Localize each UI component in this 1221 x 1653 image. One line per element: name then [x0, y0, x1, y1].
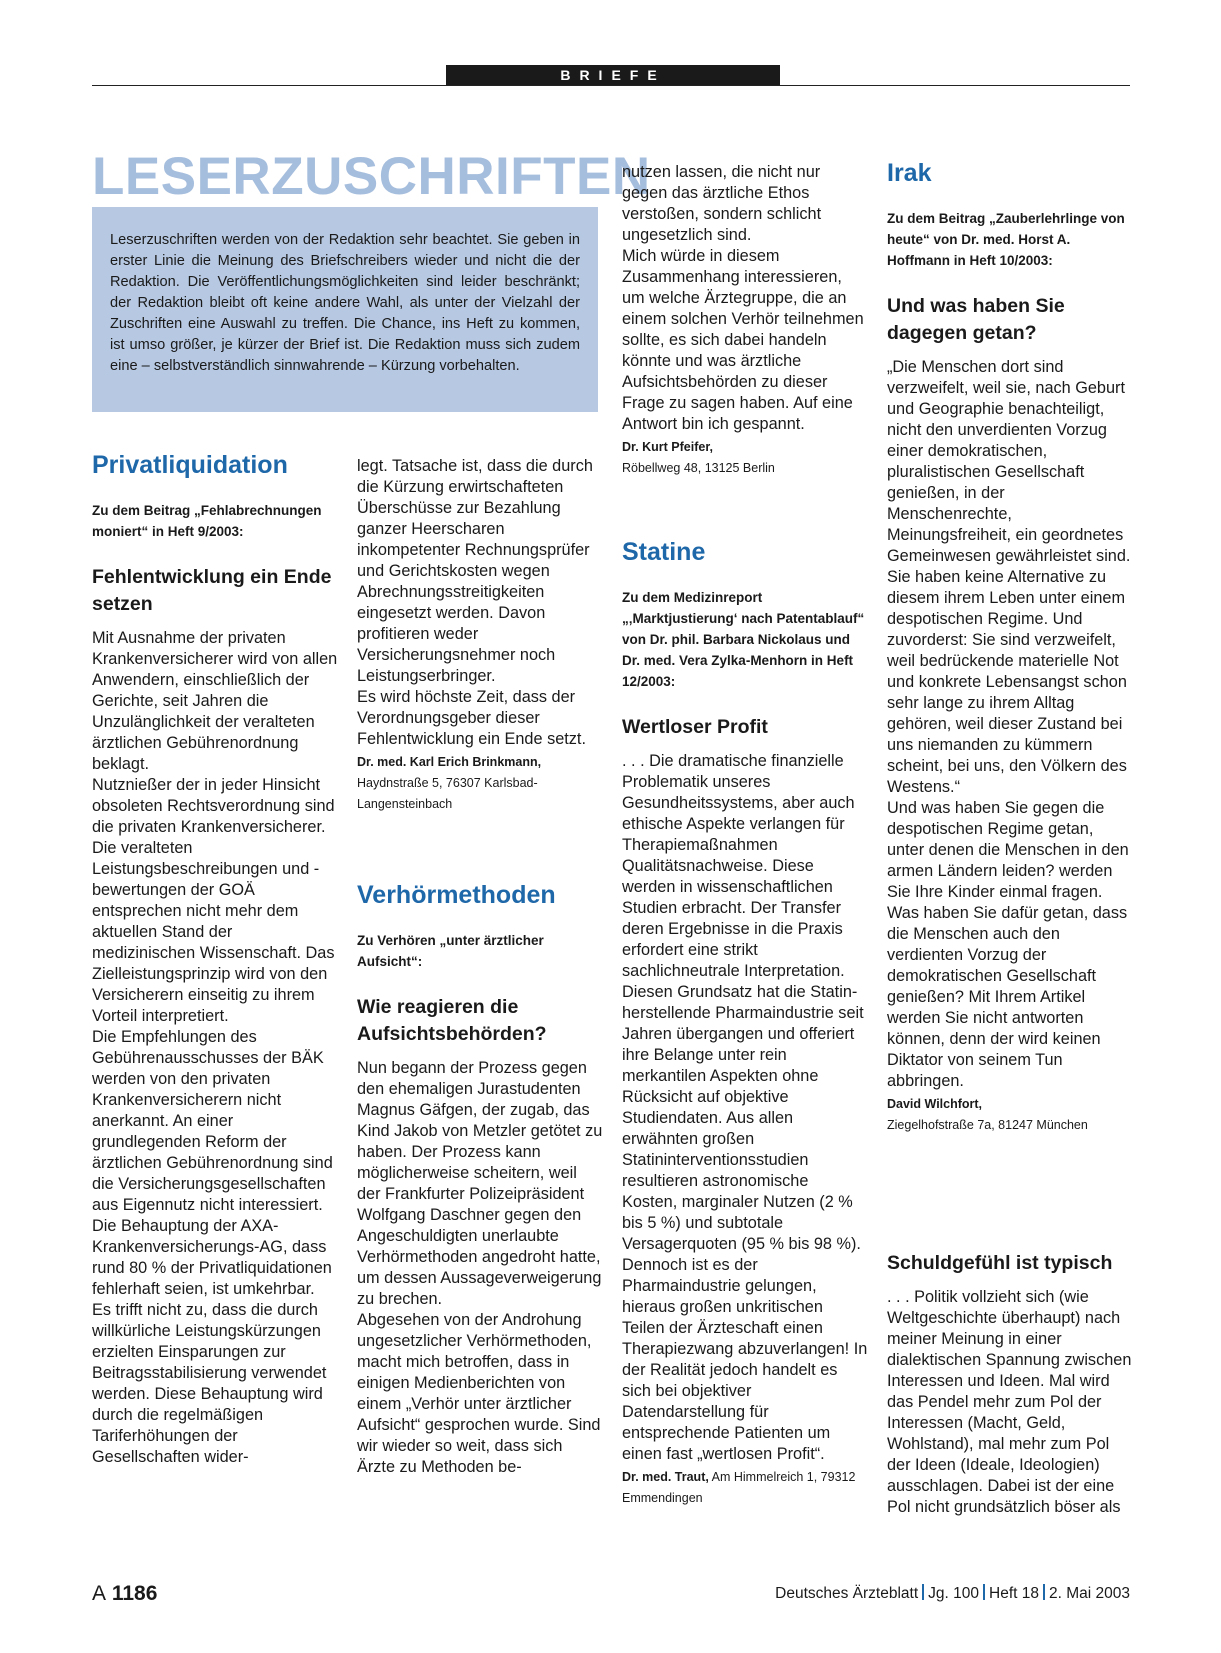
author-address: Röbellweg 48, 13125 Berlin — [622, 461, 775, 475]
page-prefix: A — [92, 1582, 107, 1605]
letter-signature — [887, 1094, 1133, 1136]
journal-date: 2. Mai 2003 — [1049, 1585, 1130, 1602]
letter-headline: Wertloser Profit — [622, 716, 768, 738]
journal-issue: Heft 18 — [989, 1585, 1039, 1602]
paragraph: Nun begann der Prozess gegen den ehemaligen Jurastudenten Magnus Gäfgen, der zugab, das Kind Jakob von Metzler getötet zu haben. Der Prozess kann möglicherweise scheitern, weil der Frankfurter Polizeipräsident Wolfgang Daschner gegen den Angeschuldigten unerlaubte Verhörmethoden angedroht hatte, um dessen Aussageverweigerung zu brechen. — [357, 1059, 603, 1308]
author-name: Dr. med. Traut, — [622, 1470, 709, 1484]
page-number — [92, 1582, 157, 1606]
section-heading: Irak — [887, 159, 932, 187]
footer-divider — [983, 1584, 985, 1600]
letter-headline: Schuldgefühl ist typisch — [887, 1252, 1113, 1274]
letter-body — [357, 456, 603, 750]
letter-irak — [887, 158, 1133, 1136]
paragraph: Mit Ausnahme der privaten Krankenversicherer wird von allen Anwendern, einschließlich der Gerichte, seit Jahren die Unzulänglichkeit der veralteten ärztlichen Gebührenordnung beklagt. — [92, 629, 338, 773]
header-rule — [92, 85, 1130, 86]
paragraph: legt. Tatsache ist, dass die durch die Kürzung erwirtschafteten Überschüsse zur Bezahlung ganzer Heerscharen inkompetenter Rechnungsprüfer und Gerichtskosten wegen Abrechnungsstreitigkeiten eingesetzt werden. Davon profitieren weder Versicherungsnehmer noch Leistungserbringer. — [357, 457, 593, 685]
section-heading: Privatliquidation — [92, 451, 288, 479]
letter-body — [622, 751, 868, 1465]
letter-reference: Zu dem Medizinreport „‚Marktjustierung‘ nach Patentablauf“ von Dr. phil. Barbara Nickolaus und Dr. med. Vera Zylka-Menhorn in Heft 12/2003: — [622, 590, 865, 689]
letter-body — [887, 1287, 1133, 1518]
letter-reference: Zu Verhören „unter ärztlicher Aufsicht“: — [357, 933, 544, 969]
author-address: Haydnstraße 5, 76307 Karlsbad-Langensteinbach — [357, 776, 538, 811]
paragraph: Abgesehen von der Androhung ungesetzlicher Verhörmethoden, macht mich betroffen, dass in einigen Medienberichten von einem „Verhör unter ärztlicher Aufsicht“ gesprochen wurde. Sind wir wieder so weit, dass sich Ärzte zu Methoden be- — [357, 1311, 601, 1476]
paragraph: . . . Die dramatische finanzielle Problematik unseres Gesundheitssystems, aber auch ethische Aspekte verlangen für Therapiemaßnahmen Qualitätsnachweise. Diese werden in wissenschaftlichen Studien erbracht. Der Transfer deren Ergebnisse in die Praxis erfordert eine strikt sachlichneutrale Interpretation. Diesen Grundsatz hat die Statin-herstellende Pharmaindustrie seit Jahren übergangen und offeriert ihre Belange unter rein merkantilen Aspekten ohne Rücksicht auf objektive Studiendaten. Aus allen erwähnten großen Statininterventionsstudien resultieren astronomische Kosten, marginaler Nutzen (2 % bis 5 %) und subtotale Versagerquoten (95 % bis 98 %). Dennoch ist es der Pharmaindustrie gelungen, hieraus großen unkritischen Teilen der Ärzteschaft einen Therapiezwang abzuverlangen! In der Realität jedoch handelt es sich bei objektiver Datendarstellung für entsprechende Patienten um einen fast „wertlosen Profit“. — [622, 752, 868, 1463]
letter-body — [357, 1058, 603, 1478]
letter-irak-second — [887, 1250, 1133, 1518]
page-number-value: 1186 — [111, 1582, 158, 1605]
letter-body — [622, 162, 868, 435]
letter-privatliquidation-continued — [357, 456, 603, 815]
section-heading: Verhörmethoden — [357, 881, 556, 909]
letter-signature — [357, 752, 603, 815]
paragraph: Die Empfehlungen des Gebührenausschusses der BÄK werden von den privaten Krankenversicherern nicht anerkannt. An einer grundlegenden Reform der ärztlichen Gebührenordnung sind die Versicherungsgesellschaften aus Eigennutz nicht interessiert. — [92, 1028, 333, 1214]
letter-verhoermethoden-continued — [622, 162, 868, 479]
author-name: Dr. Kurt Pfeifer, — [622, 440, 713, 454]
letter-body — [92, 628, 338, 1468]
letter-headline: Fehlentwicklung ein Ende setzen — [92, 566, 332, 615]
paragraph: Es wird höchste Zeit, dass der Verordnungsgeber dieser Fehlentwicklung ein Ende setzt. — [357, 688, 586, 748]
letter-body — [887, 357, 1133, 1092]
letter-verhoermethoden — [357, 880, 603, 1478]
letter-reference: Zu dem Beitrag „Fehlabrechnungen moniert“ in Heft 9/2003: — [92, 503, 322, 539]
paragraph: Nutznießer der in jeder Hinsicht obsoleten Rechtsverordnung sind die privaten Krankenversicherer. Die veralteten Leistungsbeschreibungen und -bewertungen der GOÄ entsprechen nicht mehr dem aktuellen Stand der medizinischen Wissenschaft. Das Zielleistungsprinzip wird von den Versicherern einseitig zu ihrem Vorteil interpretiert. — [92, 776, 335, 1025]
paragraph: . . . Politik vollzieht sich (wie Weltgeschichte überhaupt) nach meiner Meinung in einer dialektischen Spannung zwischen Interessen und Ideen. Mal wird das Pendel mehr zum Pol der Interessen (Macht, Geld, Wohlstand), mal mehr zum Pol der Ideen (Ideale, Ideologien) ausschlagen. Dabei ist der eine Pol nicht grundsätzlich böser als — [887, 1288, 1132, 1516]
letter-headline: Wie reagieren die Aufsichtsbehörden? — [357, 996, 547, 1045]
author-name: Dr. med. Karl Erich Brinkmann, — [357, 755, 542, 769]
section-heading: Statine — [622, 538, 706, 566]
footer-divider — [922, 1584, 924, 1600]
paragraph: nutzen lassen, die nicht nur gegen das ärztliche Ethos verstoßen, sondern schlicht ungesetzlich sind. — [622, 163, 822, 244]
journal-volume: Jg. 100 — [928, 1585, 980, 1602]
author-name: David Wilchfort, — [887, 1097, 983, 1111]
paragraph: Und was haben Sie gegen die despotischen Regime getan, unter denen die Menschen in den armen Ländern leiden? werden Sie Ihre Kinder einmal fragen. Was haben Sie dafür getan, dass die Menschen auch den verdienten Vorzug der demokratischen Gesellschaft genießen? Mit Ihrem Artikel werden Sie nicht antworten können, denn der wird keinen Diktator von seinem Tun abbringen. — [887, 799, 1129, 1090]
section-tab: BRIEFE — [446, 65, 780, 85]
author-address: Ziegelhofstraße 7a, 81247 München — [887, 1118, 1088, 1132]
paragraph: Mich würde in diesem Zusammenhang interessieren, um welche Ärztegruppe, die an einem solchen Verhör teilnehmen sollte, es sich dabei handeln könnte und was ärztliche Aufsichtsbehörden zu dieser Frage zu sagen haben. Auf eine Antwort bin ich gespannt. — [622, 247, 864, 433]
letter-signature — [622, 437, 868, 479]
author-address: Am Himmelreich 1, 79312 Emmendingen — [622, 1470, 856, 1505]
paragraph: Die Behauptung der AXA-Krankenversicherungs-AG, dass rund 80 % der Privatliquidationen fehlerhaft seien, ist umkehrbar. Es trifft nicht zu, dass die durch willkürliche Leistungskürzungen erzielten Einsparungen zur Beitragsstabilisierung verwendet werden. Diese Behauptung wird durch die regelmäßigen Tariferhöhungen der Gesellschaften wider- — [92, 1217, 332, 1466]
letter-reference: Zu dem Beitrag „Zauberlehrlinge von heute“ von Dr. med. Horst A. Hoffmann in Heft 10/2003: — [887, 211, 1125, 268]
page-title: LESERZUSCHRIFTEN — [92, 147, 651, 206]
editorial-notice: Leserzuschriften werden von der Redaktion sehr beachtet. Sie geben in erster Linie die Meinung des Briefschreibers wieder und nicht die der Redaktion. Die Veröffentlichungsmöglichkeiten sind leider beschränkt; der Redaktion bleibt oft keine andere Wahl, als unter der Vielzahl der Zuschriften eine Auswahl zu treffen. Die Chance, ins Heft zu kommen, ist umso größer, je kürzer der Brief ist. Die Redaktion muss sich zudem eine – selbstverständlich sinnwahrende – Kürzung vorbehalten. — [92, 207, 598, 412]
journal-name: Deutsches Ärzteblatt — [775, 1585, 919, 1602]
letter-signature — [622, 1467, 868, 1509]
letter-statine — [622, 537, 868, 1509]
footer-divider — [1043, 1584, 1045, 1600]
journal-footer — [775, 1584, 1130, 1603]
paragraph: „Die Menschen dort sind verzweifelt, weil sie, nach Geburt und Geographie benachteiligt, nicht den unverdienten Vorzug einer demokratischen, pluralistischen Gesellschaft genießen, in der Menschenrechte, Meinungsfreiheit, ein geordnetes Gemeinwesen gewährleistet sind. Sie haben keine Alternative zu diesem ihrem Leben unter einem despotischen Regime. Und zuvorderst: Sie sind verzweifelt, weil bedrückende materielle Not und konkrete Lebensangst schon sehr lange zu ihrem Alltag gehören, weil dieser Zustand bei uns niemanden zu kümmern scheint, bei uns, den Völkern des Westens.“ — [887, 358, 1131, 796]
letter-privatliquidation — [92, 450, 338, 1468]
letter-headline: Und was haben Sie dagegen getan? — [887, 295, 1065, 344]
